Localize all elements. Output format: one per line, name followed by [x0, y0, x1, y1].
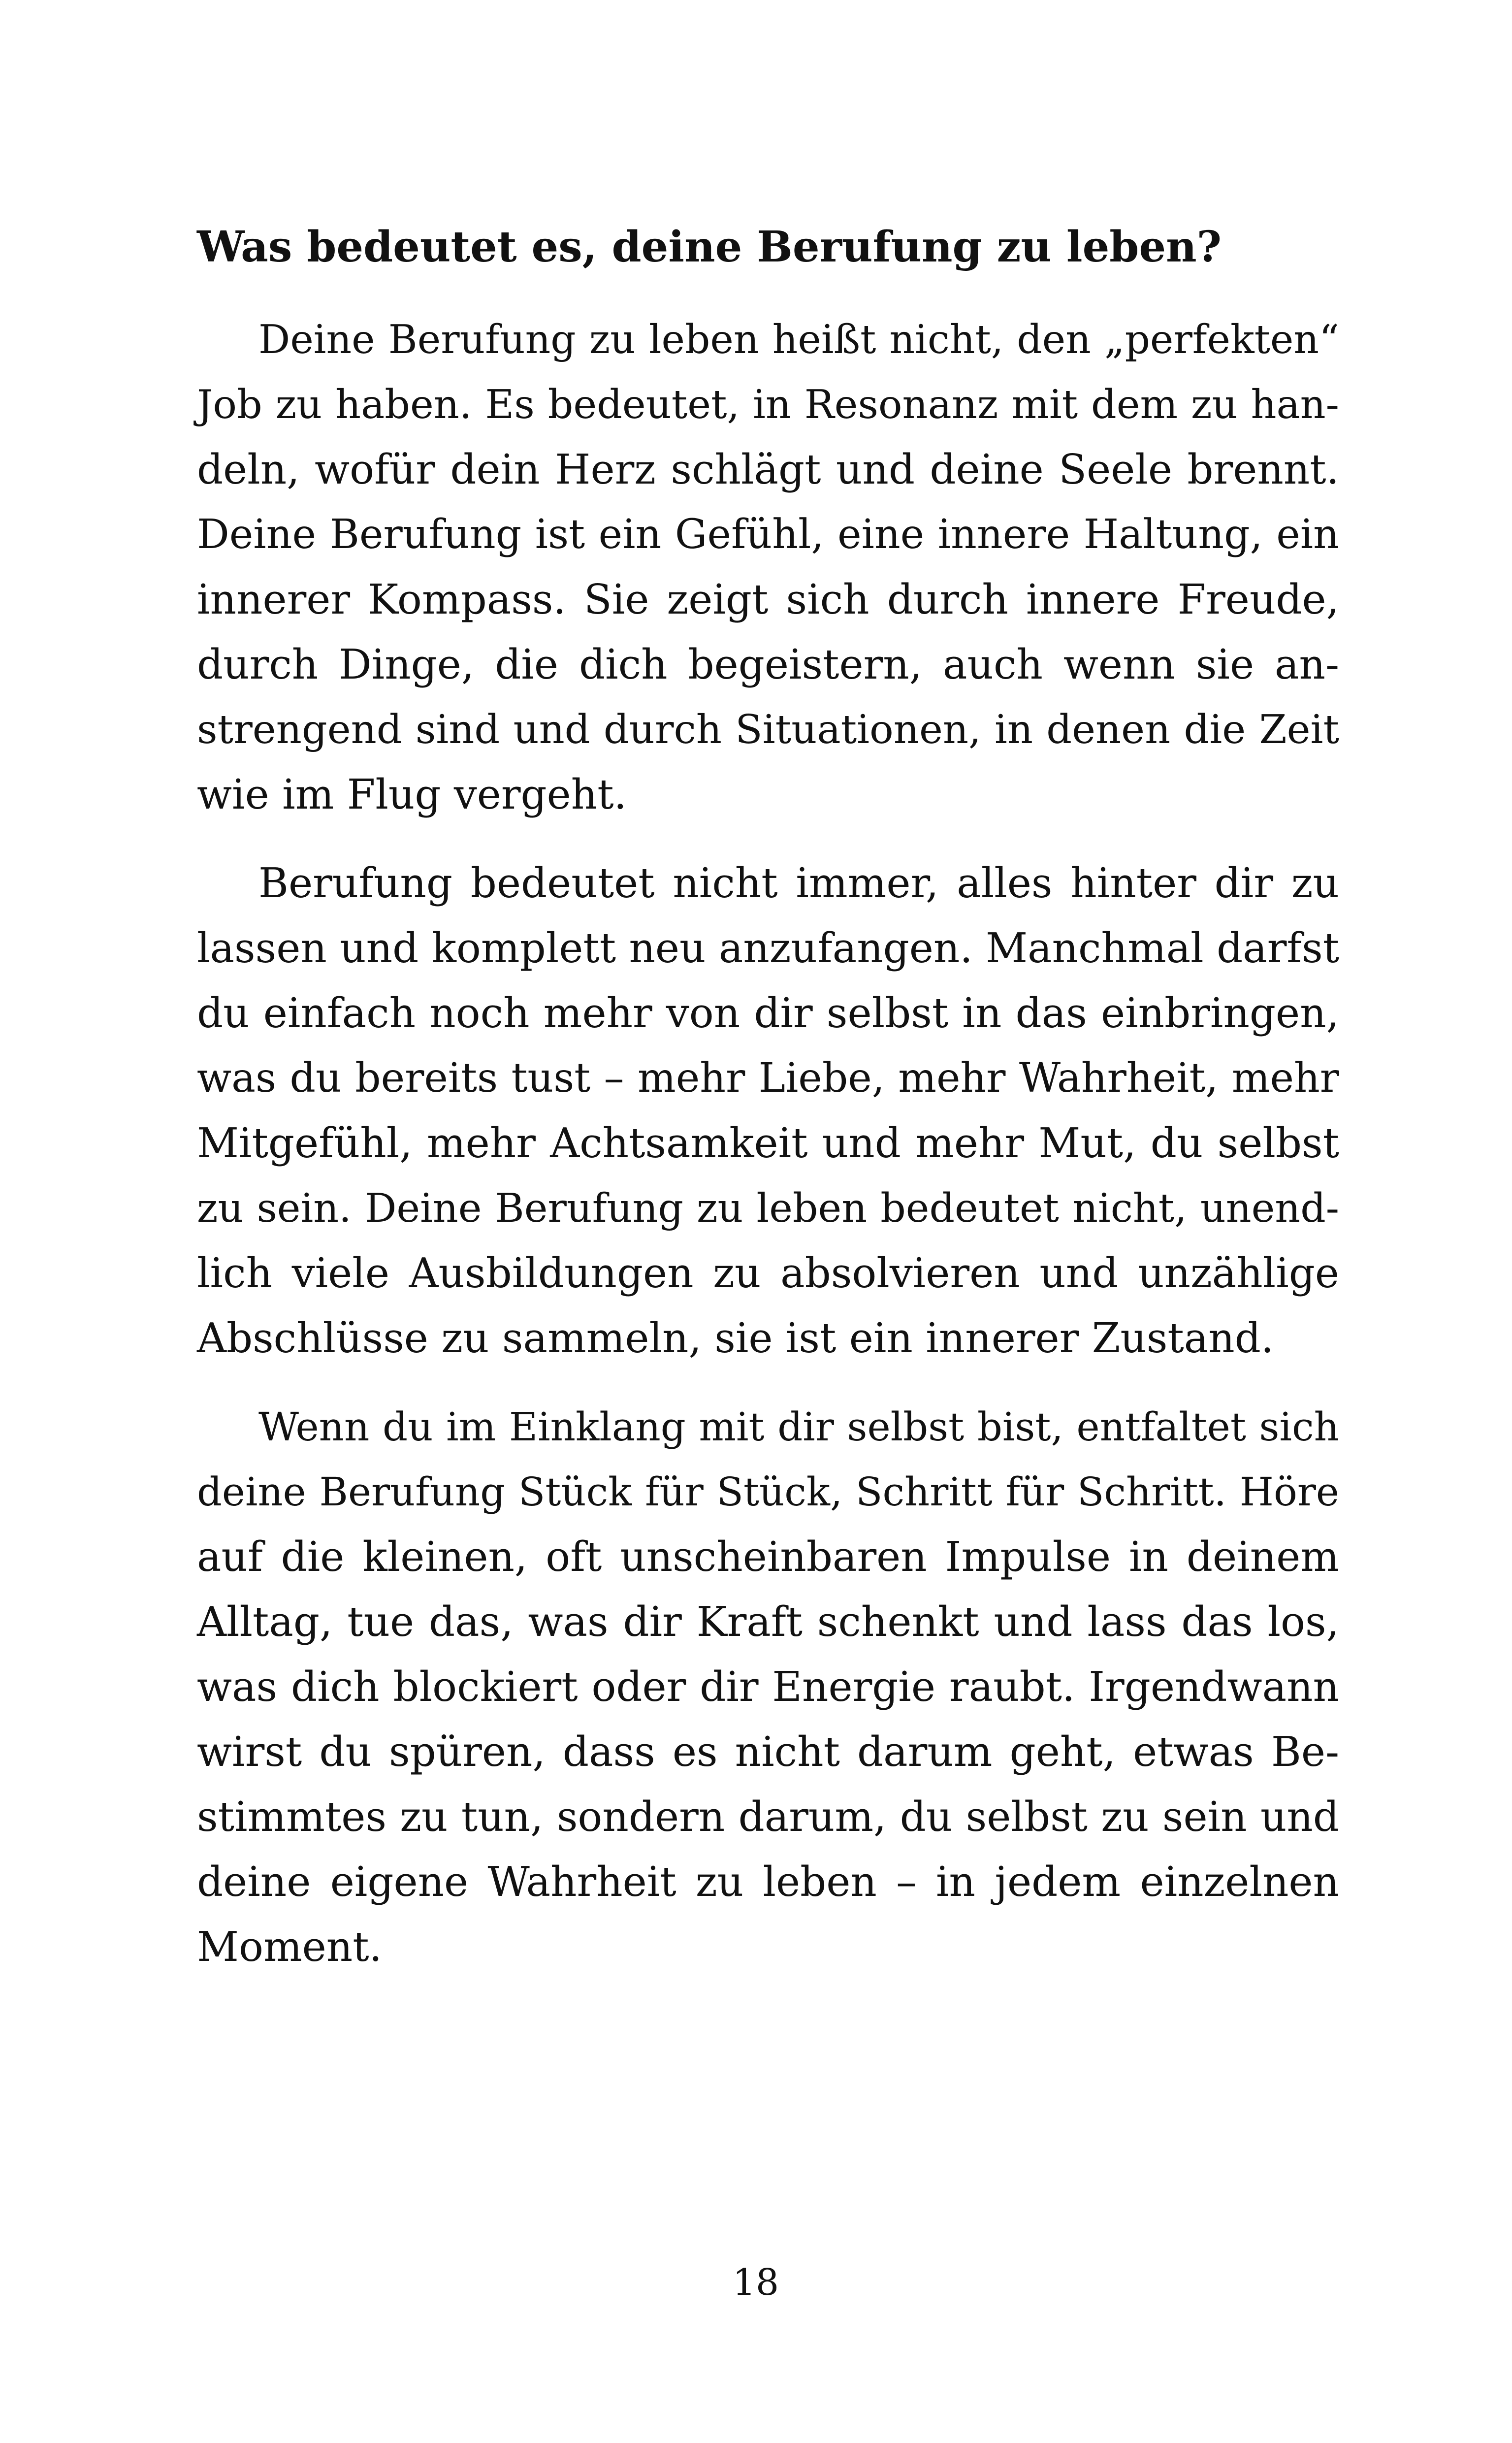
- paragraph-3-line-4: Alltag, tue das, was dir Kraft schenkt und lass das los,: [197, 1598, 1339, 1646]
- paragraph-2-line-2: lassen und komplett neu anzufangen. Manchmal darfst: [197, 924, 1340, 972]
- paragraph-1-line-6: durch Dinge, die dich begeistern, auch wenn sie an-: [197, 641, 1339, 688]
- paragraph-3-line-1: Wenn du im Einklang mit dir selbst bist, entfaltet sich: [258, 1404, 1339, 1450]
- page-number: 18: [732, 2261, 779, 2304]
- paragraph-1-line-4: Deine Berufung ist ein Gefühl, eine innere Haltung, ein: [197, 511, 1339, 558]
- paragraph-3-line-2: deine Berufung Stück für Stück, Schritt für Schritt. Höre: [197, 1469, 1339, 1515]
- paragraph-2-line-1: Berufung bedeutet nicht immer, alles hinter dir zu: [258, 859, 1339, 907]
- paragraph-3-line-5: was dich blockiert oder dir Energie raubt. Irgendwann: [197, 1663, 1339, 1711]
- paragraph-1-line-8: wie im Flug vergeht.: [197, 771, 627, 818]
- paragraph-1-line-2: Job zu haben. Es bedeutet, in Resonanz mit dem zu han-: [197, 382, 1339, 428]
- paragraph-2-line-4: was du bereits tust – mehr Liebe, mehr Wahrheit, mehr: [197, 1055, 1339, 1102]
- paragraph-1-line-5: innerer Kompass. Sie zeigt sich durch innere Freude,: [197, 576, 1339, 623]
- paragraph-2-line-8: Abschlüsse zu sammeln, sie ist ein innerer Zustand.: [197, 1314, 1274, 1362]
- paragraph-1-line-1: Deine Berufung zu leben heißt nicht, den „perfekten“: [258, 317, 1339, 362]
- paragraph-3-line-9: Moment.: [197, 1923, 382, 1971]
- paragraph-2-line-7: lich viele Ausbildungen zu absolvieren und unzählige: [197, 1249, 1339, 1297]
- paragraph-3-line-7: stimmtes zu tun, sondern darum, du selbst zu sein und: [197, 1793, 1339, 1841]
- paragraph-2-line-3: du einfach noch mehr von dir selbst in das einbringen,: [197, 989, 1339, 1037]
- paragraph-1-line-7: strengend sind und durch Situationen, in denen die Zeit: [197, 707, 1339, 753]
- paragraph-2-line-6: zu sein. Deine Berufung zu leben bedeutet nicht, unend-: [197, 1185, 1339, 1232]
- paragraph-1-line-3: deln, wofür dein Herz schlägt und deine Seele brennt.: [197, 446, 1339, 493]
- paragraph-2-line-5: Mitgefühl, mehr Achtsamkeit und mehr Mut, du selbst: [197, 1119, 1339, 1167]
- chapter-heading: Was bedeutet es, deine Berufung zu leben?: [197, 222, 1222, 272]
- paragraph-3-line-6: wirst du spüren, dass es nicht darum geht, etwas Be-: [197, 1728, 1339, 1776]
- paragraph-3-line-3: auf die kleinen, oft unscheinbaren Impulse in deinem: [197, 1533, 1339, 1581]
- paragraph-3-line-8: deine eigene Wahrheit zu leben – in jedem einzelnen: [197, 1858, 1339, 1906]
